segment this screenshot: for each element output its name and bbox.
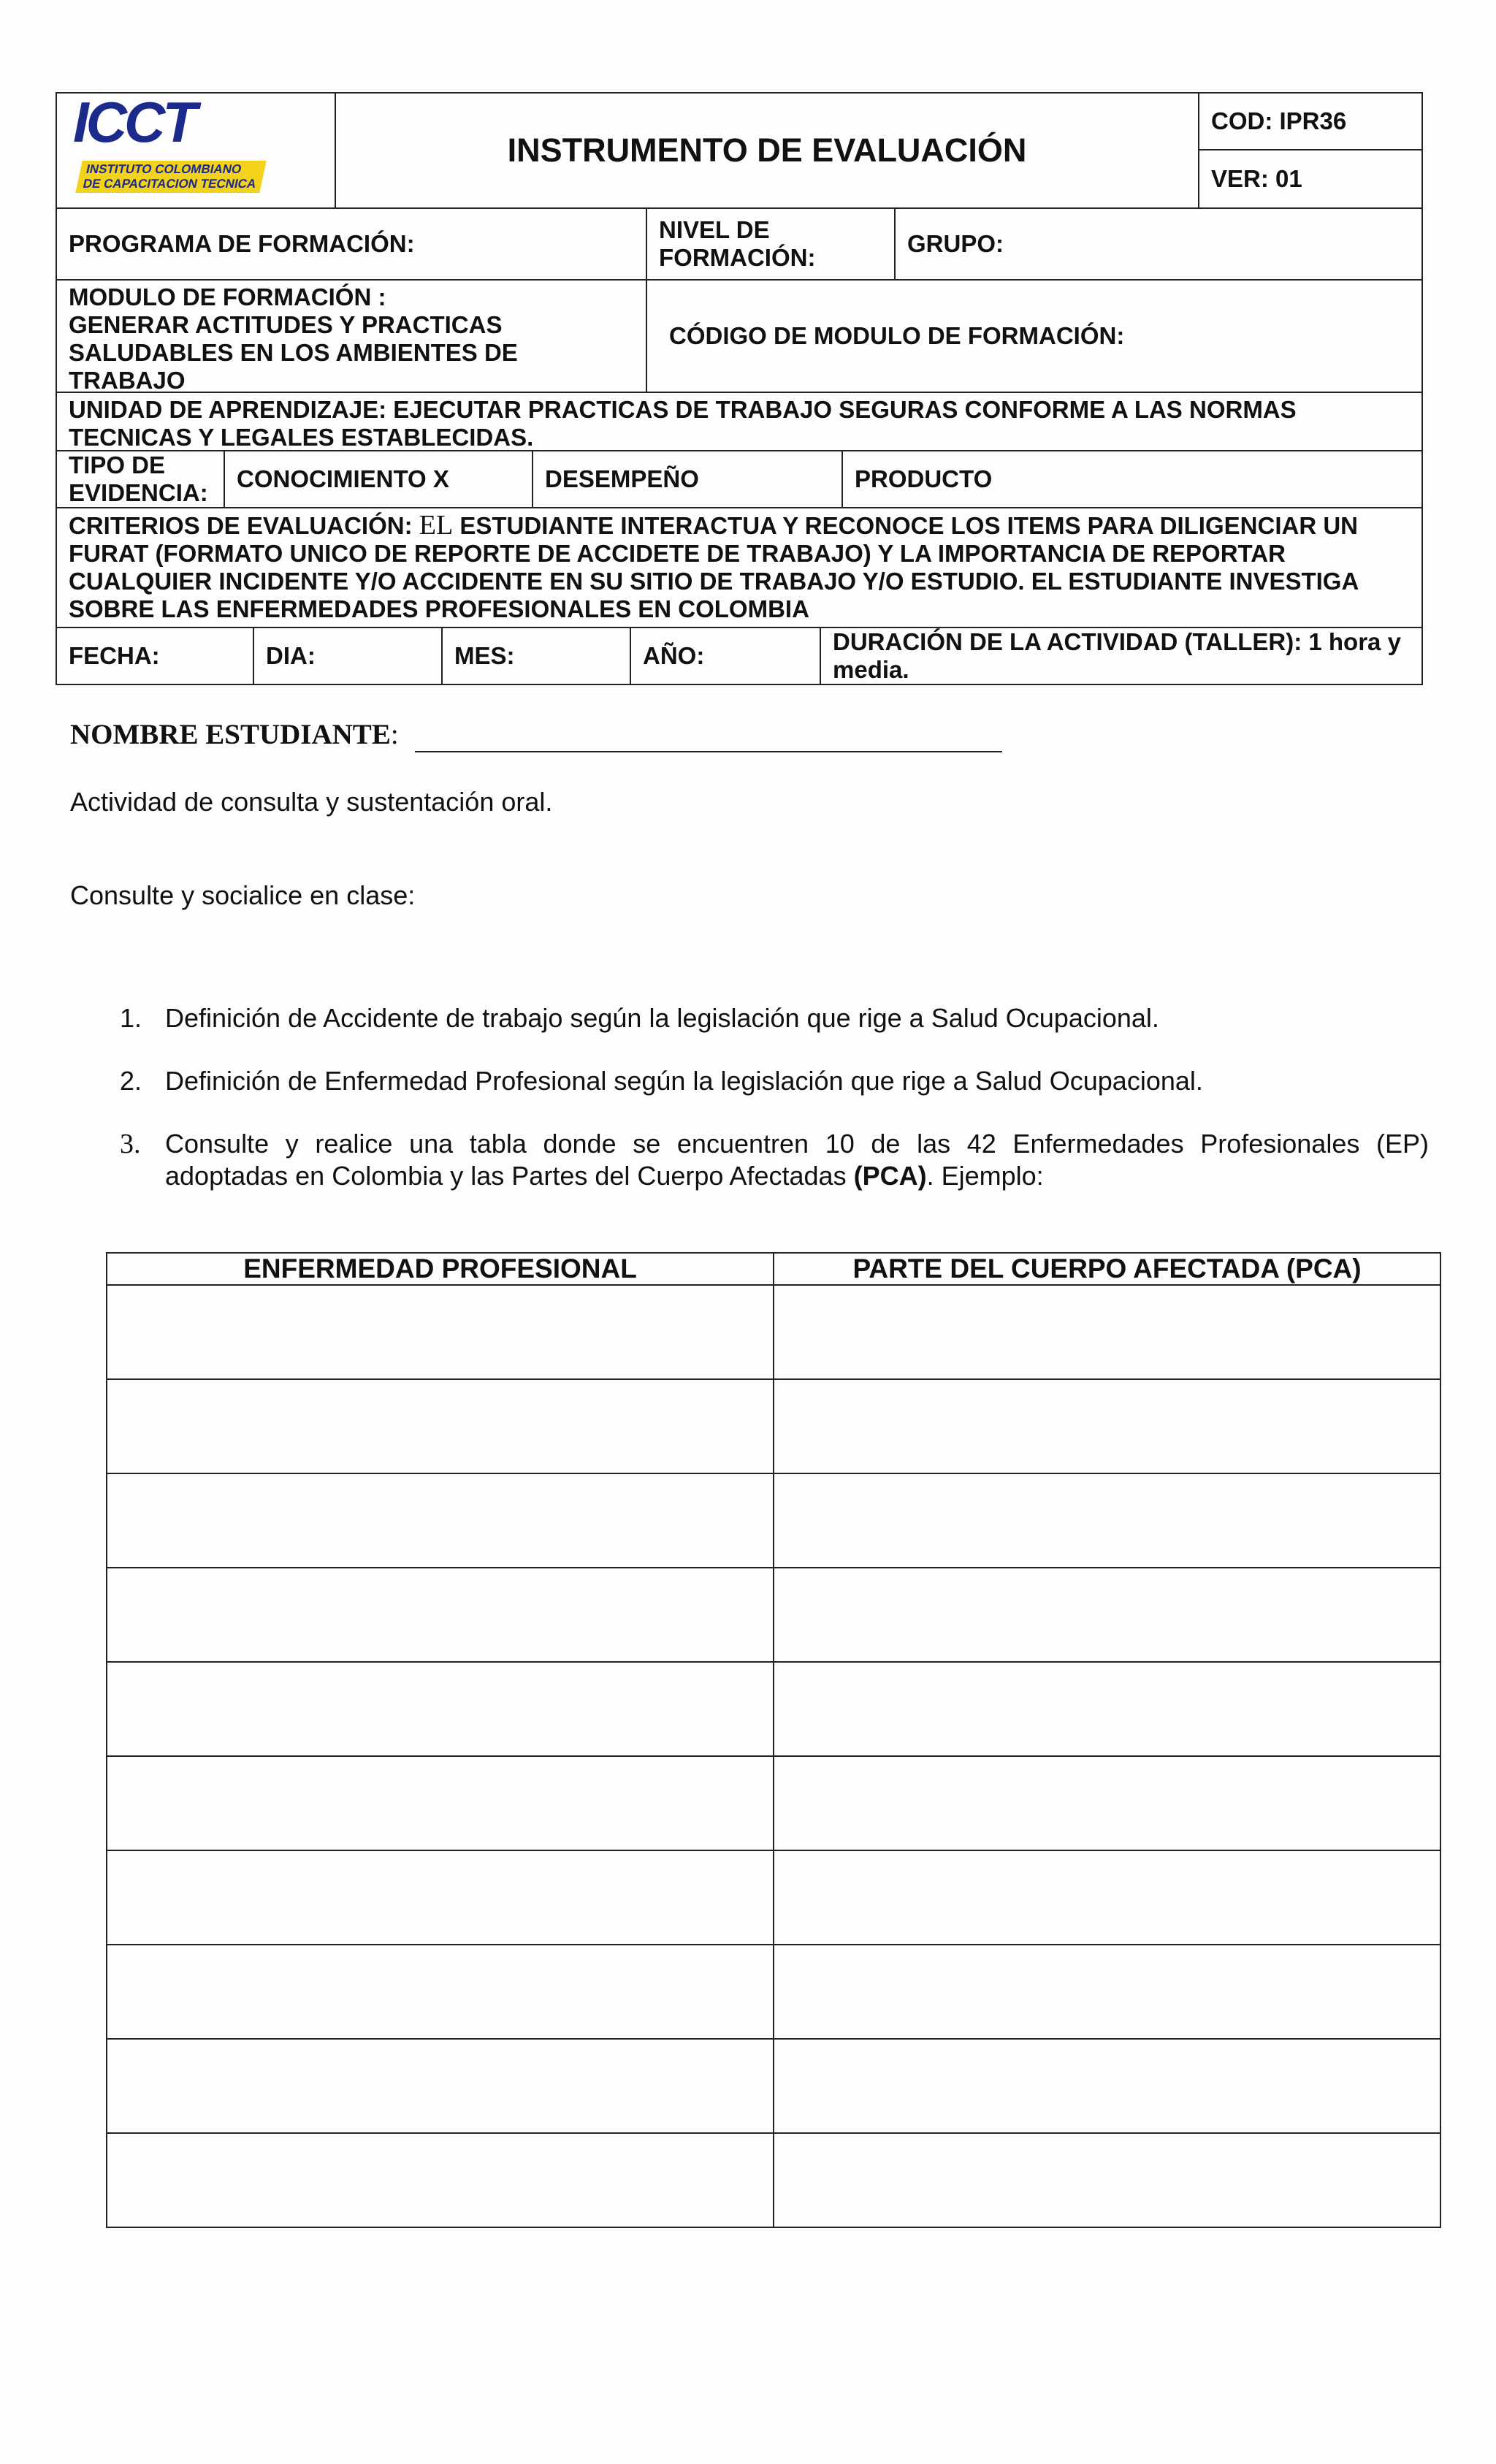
- table-row: [107, 1285, 1440, 1379]
- pca-input-cell[interactable]: [774, 1285, 1440, 1379]
- pca-input-cell[interactable]: [774, 1662, 1440, 1756]
- nombre-colon: :: [390, 719, 399, 750]
- logo-band: [79, 161, 263, 193]
- unidad-text: UNIDAD DE APRENDIZAJE: EJECUTAR PRACTICAS DE TRABAJO SEGURAS CONFORME A LAS NORMAS TECNICAS Y LEGALES ESTABLECIDAS.: [69, 396, 1297, 451]
- criterios-text: ESTUDIANTE INTERACTUA Y RECONOCE LOS ITEMS PARA DILIGENCIAR UN FURAT (FORMATO UNICO DE REPORTE DE ACCIDETE DE TRABAJO) Y LA IMPORTANCIA DE REPORTAR CUALQUIER INCIDENTE Y/O ACCIDENTE EN SU SITIO DE TRABAJO Y/O ESTUDIO. EL ESTUDIANTE INVESTIGA SOBRE LAS ENFERMEDADES PROFESIONALES EN COLOMBIA: [69, 512, 1359, 622]
- mes-label: MES:: [454, 642, 515, 669]
- item-3-text: [165, 1128, 1429, 1192]
- fecha-cell: [56, 627, 254, 685]
- grupo-label: GRUPO:: [907, 230, 1004, 257]
- actividad-text: Actividad de consulta y sustentación oral.: [70, 787, 553, 817]
- item-3-num: 3.: [120, 1129, 141, 1159]
- programa-label: PROGRAMA DE FORMACIÓN:: [69, 230, 415, 257]
- duracion-label: DURACIÓN DE LA ACTIVIDAD (TALLER): 1 hora y media.: [833, 628, 1401, 683]
- dia-label: DIA:: [266, 642, 316, 669]
- desempeno-cell: [532, 450, 843, 508]
- ep-table: [106, 1252, 1441, 2228]
- nombre-line[interactable]: [415, 751, 1002, 752]
- nivel-label: NIVEL DE FORMACIÓN:: [659, 216, 816, 271]
- logo-line1: INSTITUTO COLOMBIANO: [85, 162, 243, 176]
- criterios-cell: [56, 507, 1423, 628]
- modulo-cell: [56, 279, 647, 393]
- header-enfermedad: ENFERMEDAD PROFESIONAL: [107, 1253, 774, 1285]
- codigo-modulo-label: CÓDIGO DE MODULO DE FORMACIÓN:: [669, 322, 1125, 349]
- title-text: INSTRUMENTO DE EVALUACIÓN: [507, 131, 1027, 169]
- programa-cell: [56, 207, 647, 281]
- table-row: [107, 1945, 1440, 2039]
- ep-table-header: [107, 1253, 1440, 1285]
- nivel-cell: [646, 207, 896, 281]
- logo-cell: [56, 92, 336, 209]
- mes-cell: [441, 627, 631, 685]
- item-3-text-a: Consulte y realice una tabla donde se encuentren 10 de las 42 Enfermedades Profesionales (EP) adoptadas en Colombia y las Partes del Cuerpo Afectadas: [165, 1129, 1429, 1191]
- nombre-label: NOMBRE ESTUDIANTE: [70, 719, 391, 750]
- pca-input-cell[interactable]: [774, 1945, 1440, 2039]
- pca-input-cell[interactable]: [774, 1568, 1440, 1662]
- pca-input-cell[interactable]: [774, 2039, 1440, 2133]
- table-row: [107, 1756, 1440, 1850]
- header-pca: PARTE DEL CUERPO AFECTADA (PCA): [774, 1253, 1440, 1285]
- enfermedad-input-cell[interactable]: [107, 1285, 774, 1379]
- table-row: [107, 1379, 1440, 1473]
- criterios-label: CRITERIOS DE EVALUACIÓN:: [69, 512, 413, 539]
- ver-cell: [1198, 149, 1423, 209]
- item-1-num: 1.: [120, 1003, 142, 1033]
- enfermedad-input-cell[interactable]: [107, 1473, 774, 1568]
- table-row: [107, 1568, 1440, 1662]
- logo-acronym: ICCT: [73, 92, 194, 154]
- pca-input-cell[interactable]: [774, 1379, 1440, 1473]
- producto-cell: [842, 450, 1423, 508]
- enfermedad-input-cell[interactable]: [107, 2039, 774, 2133]
- modulo-value: GENERAR ACTITUDES Y PRACTICAS SALUDABLES EN LOS AMBIENTES DE TRABAJO: [69, 311, 518, 393]
- criterios-el: EL: [419, 510, 454, 541]
- modulo-label: MODULO DE FORMACIÓN :: [69, 283, 386, 310]
- table-row: [107, 1662, 1440, 1756]
- table-row: [107, 1473, 1440, 1568]
- pca-input-cell[interactable]: [774, 1850, 1440, 1945]
- enfermedad-input-cell[interactable]: [107, 1568, 774, 1662]
- enfermedad-input-cell[interactable]: [107, 1662, 774, 1756]
- table-row: [107, 1850, 1440, 1945]
- item-1-text: Definición de Accidente de trabajo según la legislación que rige a Salud Ocupacional.: [165, 1003, 1159, 1033]
- desempeno-label: DESEMPEÑO: [545, 465, 699, 492]
- item-2-text: Definición de Enfermedad Profesional según la legislación que rige a Salud Ocupacional.: [165, 1066, 1203, 1096]
- codigo-modulo-cell: [646, 279, 1423, 393]
- item-3-pca: (PCA): [853, 1161, 927, 1191]
- pca-input-cell[interactable]: [774, 1473, 1440, 1568]
- fecha-label: FECHA:: [69, 642, 160, 669]
- enfermedad-input-cell[interactable]: [107, 1850, 774, 1945]
- logo-line2: DE CAPACITACION TECNICA: [81, 177, 258, 191]
- tipo-evidencia-cell: [56, 450, 225, 508]
- ano-cell: [630, 627, 821, 685]
- table-row: [107, 2133, 1440, 2227]
- enfermedad-input-cell[interactable]: [107, 1756, 774, 1850]
- pca-input-cell[interactable]: [774, 1756, 1440, 1850]
- producto-label: PRODUCTO: [855, 465, 993, 492]
- nombre-estudiante: [70, 719, 399, 751]
- dia-cell: [253, 627, 443, 685]
- consulte-text: Consulte y socialice en clase:: [70, 880, 416, 910]
- unidad-cell: [56, 392, 1423, 451]
- ano-label: AÑO:: [643, 642, 705, 669]
- tipo-evidencia-label: TIPO DE EVIDENCIA:: [69, 451, 208, 506]
- enfermedad-input-cell[interactable]: [107, 2133, 774, 2227]
- enfermedad-input-cell[interactable]: [107, 1379, 774, 1473]
- grupo-cell: [894, 207, 1423, 281]
- conocimiento-cell: [224, 450, 533, 508]
- cod-cell: [1198, 92, 1423, 150]
- table-row: [107, 2039, 1440, 2133]
- cod-text: COD: IPR36: [1211, 107, 1347, 134]
- document-title: [335, 92, 1199, 209]
- pca-input-cell[interactable]: [774, 2133, 1440, 2227]
- item-2-num: 2.: [120, 1066, 142, 1096]
- ver-text: VER: 01: [1211, 165, 1302, 192]
- conocimiento-label: CONOCIMIENTO X: [237, 465, 449, 492]
- enfermedad-input-cell[interactable]: [107, 1945, 774, 2039]
- duracion-cell: [820, 627, 1423, 685]
- item-3-text-b: . Ejemplo:: [926, 1161, 1044, 1191]
